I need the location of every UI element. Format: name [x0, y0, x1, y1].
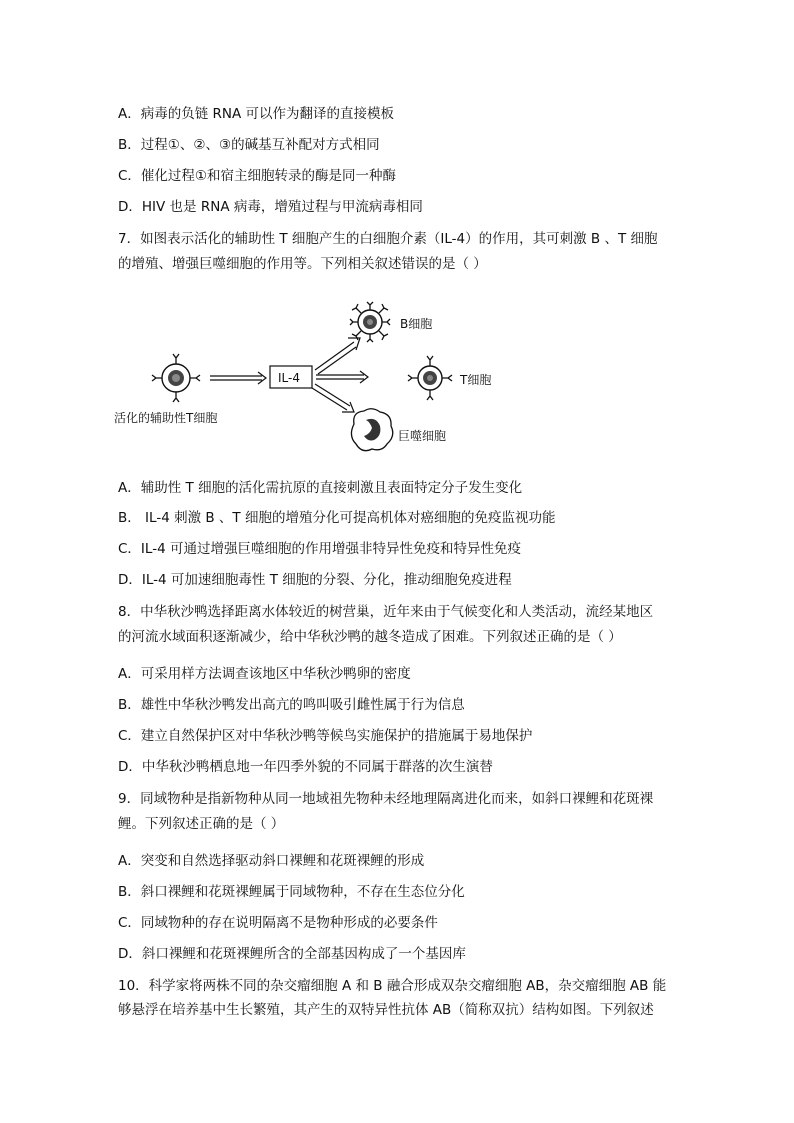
q9-option-b: B．斜口裸鲤和花斑裸鲤属于同域物种，不存在生态位分化: [118, 884, 465, 900]
b-cell-icon: [350, 302, 390, 342]
q9-option-a: A．突变和自然选择驱动斜口裸鲤和花斑裸鲤的形成: [118, 853, 425, 869]
q7-option-b: B． IL-4 刺激 B 、T 细胞的增殖分化可提高机体对癌细胞的免疫监视功能: [118, 510, 556, 526]
q7-stem-line2: 的增殖、增强巨噬细胞的作用等。下列相关叙述错误的是（ ）: [118, 256, 487, 272]
q9-option-c: C．同域物种的存在说明隔离不是物种形成的必要条件: [118, 915, 438, 931]
t-cell-icon: [408, 356, 452, 400]
q7-stem-line1: 7．如图表示活化的辅助性 T 细胞产生的白细胞介素（IL-4）的作用，其可刺激 B 、T 细胞: [118, 231, 658, 247]
q7-option-a: A．辅助性 T 细胞的活化需抗原的直接刺激且表面特定分子发生变化: [118, 480, 523, 496]
q8-option-b: B．雄性中华秋沙鸭发出高亢的鸣叫吸引雌性属于行为信息: [118, 697, 465, 713]
q6-option-d: D．HIV 也是 RNA 病毒，增殖过程与甲流病毒相同: [118, 199, 423, 215]
macrophage-label: 巨噬细胞: [398, 429, 447, 443]
q9-stem-line1: 9．同域物种是指新物种从同一地域祖先物种未经地理隔离进化而来，如斜口裸鲤和花斑裸: [118, 791, 654, 807]
arrow-to-b-cell: [315, 338, 360, 374]
arrow-to-il4: [210, 372, 266, 384]
q9-stem-line2: 鲤。下列叙述正确的是（ ）: [118, 816, 285, 832]
q10-stem-line2: 够悬浮在培养基中生长繁殖，其产生的双特异性抗体 AB（简称双抗）结构如图。下列叙述: [118, 1002, 654, 1018]
arrow-to-macrophage: [312, 384, 354, 412]
arrow-to-t-cell: [316, 371, 368, 383]
q6-option-a: A．病毒的负链 RNA 可以作为翻译的直接模板: [118, 106, 395, 122]
q9-option-d: D．斜口裸鲤和花斑裸鲤所含的全部基因构成了一个基因库: [118, 946, 466, 962]
q8-option-c: C．建立自然保护区对中华秋沙鸭等候鸟实施保护的措施属于易地保护: [118, 728, 533, 744]
macrophage-icon: [351, 409, 392, 451]
q6-option-b: B．过程①、②、③的碱基互补配对方式相同: [118, 137, 380, 153]
helper-t-cell-icon: [152, 354, 200, 402]
b-cell-label: B细胞: [400, 317, 433, 331]
q8-option-d: D．中华秋沙鸭栖息地一年四季外貌的不同属于群落的次生演替: [118, 759, 493, 775]
q7-option-c: C．IL-4 可通过增强巨噬细胞的作用增强非特异性免疫和特异性免疫: [118, 541, 521, 557]
q6-option-c: C．催化过程①和宿主细胞转录的酶是同一种酶: [118, 168, 397, 184]
il4-diagram: [110, 298, 530, 458]
q8-option-a: A．可采用样方法调查该地区中华秋沙鸭卵的密度: [118, 666, 411, 682]
helper-t-cell-label: 活化的辅助性T细胞: [114, 411, 218, 425]
q10-stem-line1: 10．科学家将两株不同的杂交瘤细胞 A 和 B 融合形成双杂交瘤细胞 AB，杂交瘤细胞 AB 能: [118, 978, 667, 994]
q8-stem-line2: 的河流水域面积逐渐减少，给中华秋沙鸭的越冬造成了困难。下列叙述正确的是（ ）: [118, 629, 622, 645]
q7-option-d: D．IL-4 可加速细胞毒性 T 细胞的分裂、分化，推动细胞免疫进程: [118, 572, 512, 588]
t-cell-label: T细胞: [460, 373, 492, 387]
il4-label: IL-4: [278, 371, 300, 385]
q8-stem-line1: 8．中华秋沙鸭选择距离水体较近的树营巢，近年来由于气候变化和人类活动，流经某地区: [118, 604, 654, 620]
